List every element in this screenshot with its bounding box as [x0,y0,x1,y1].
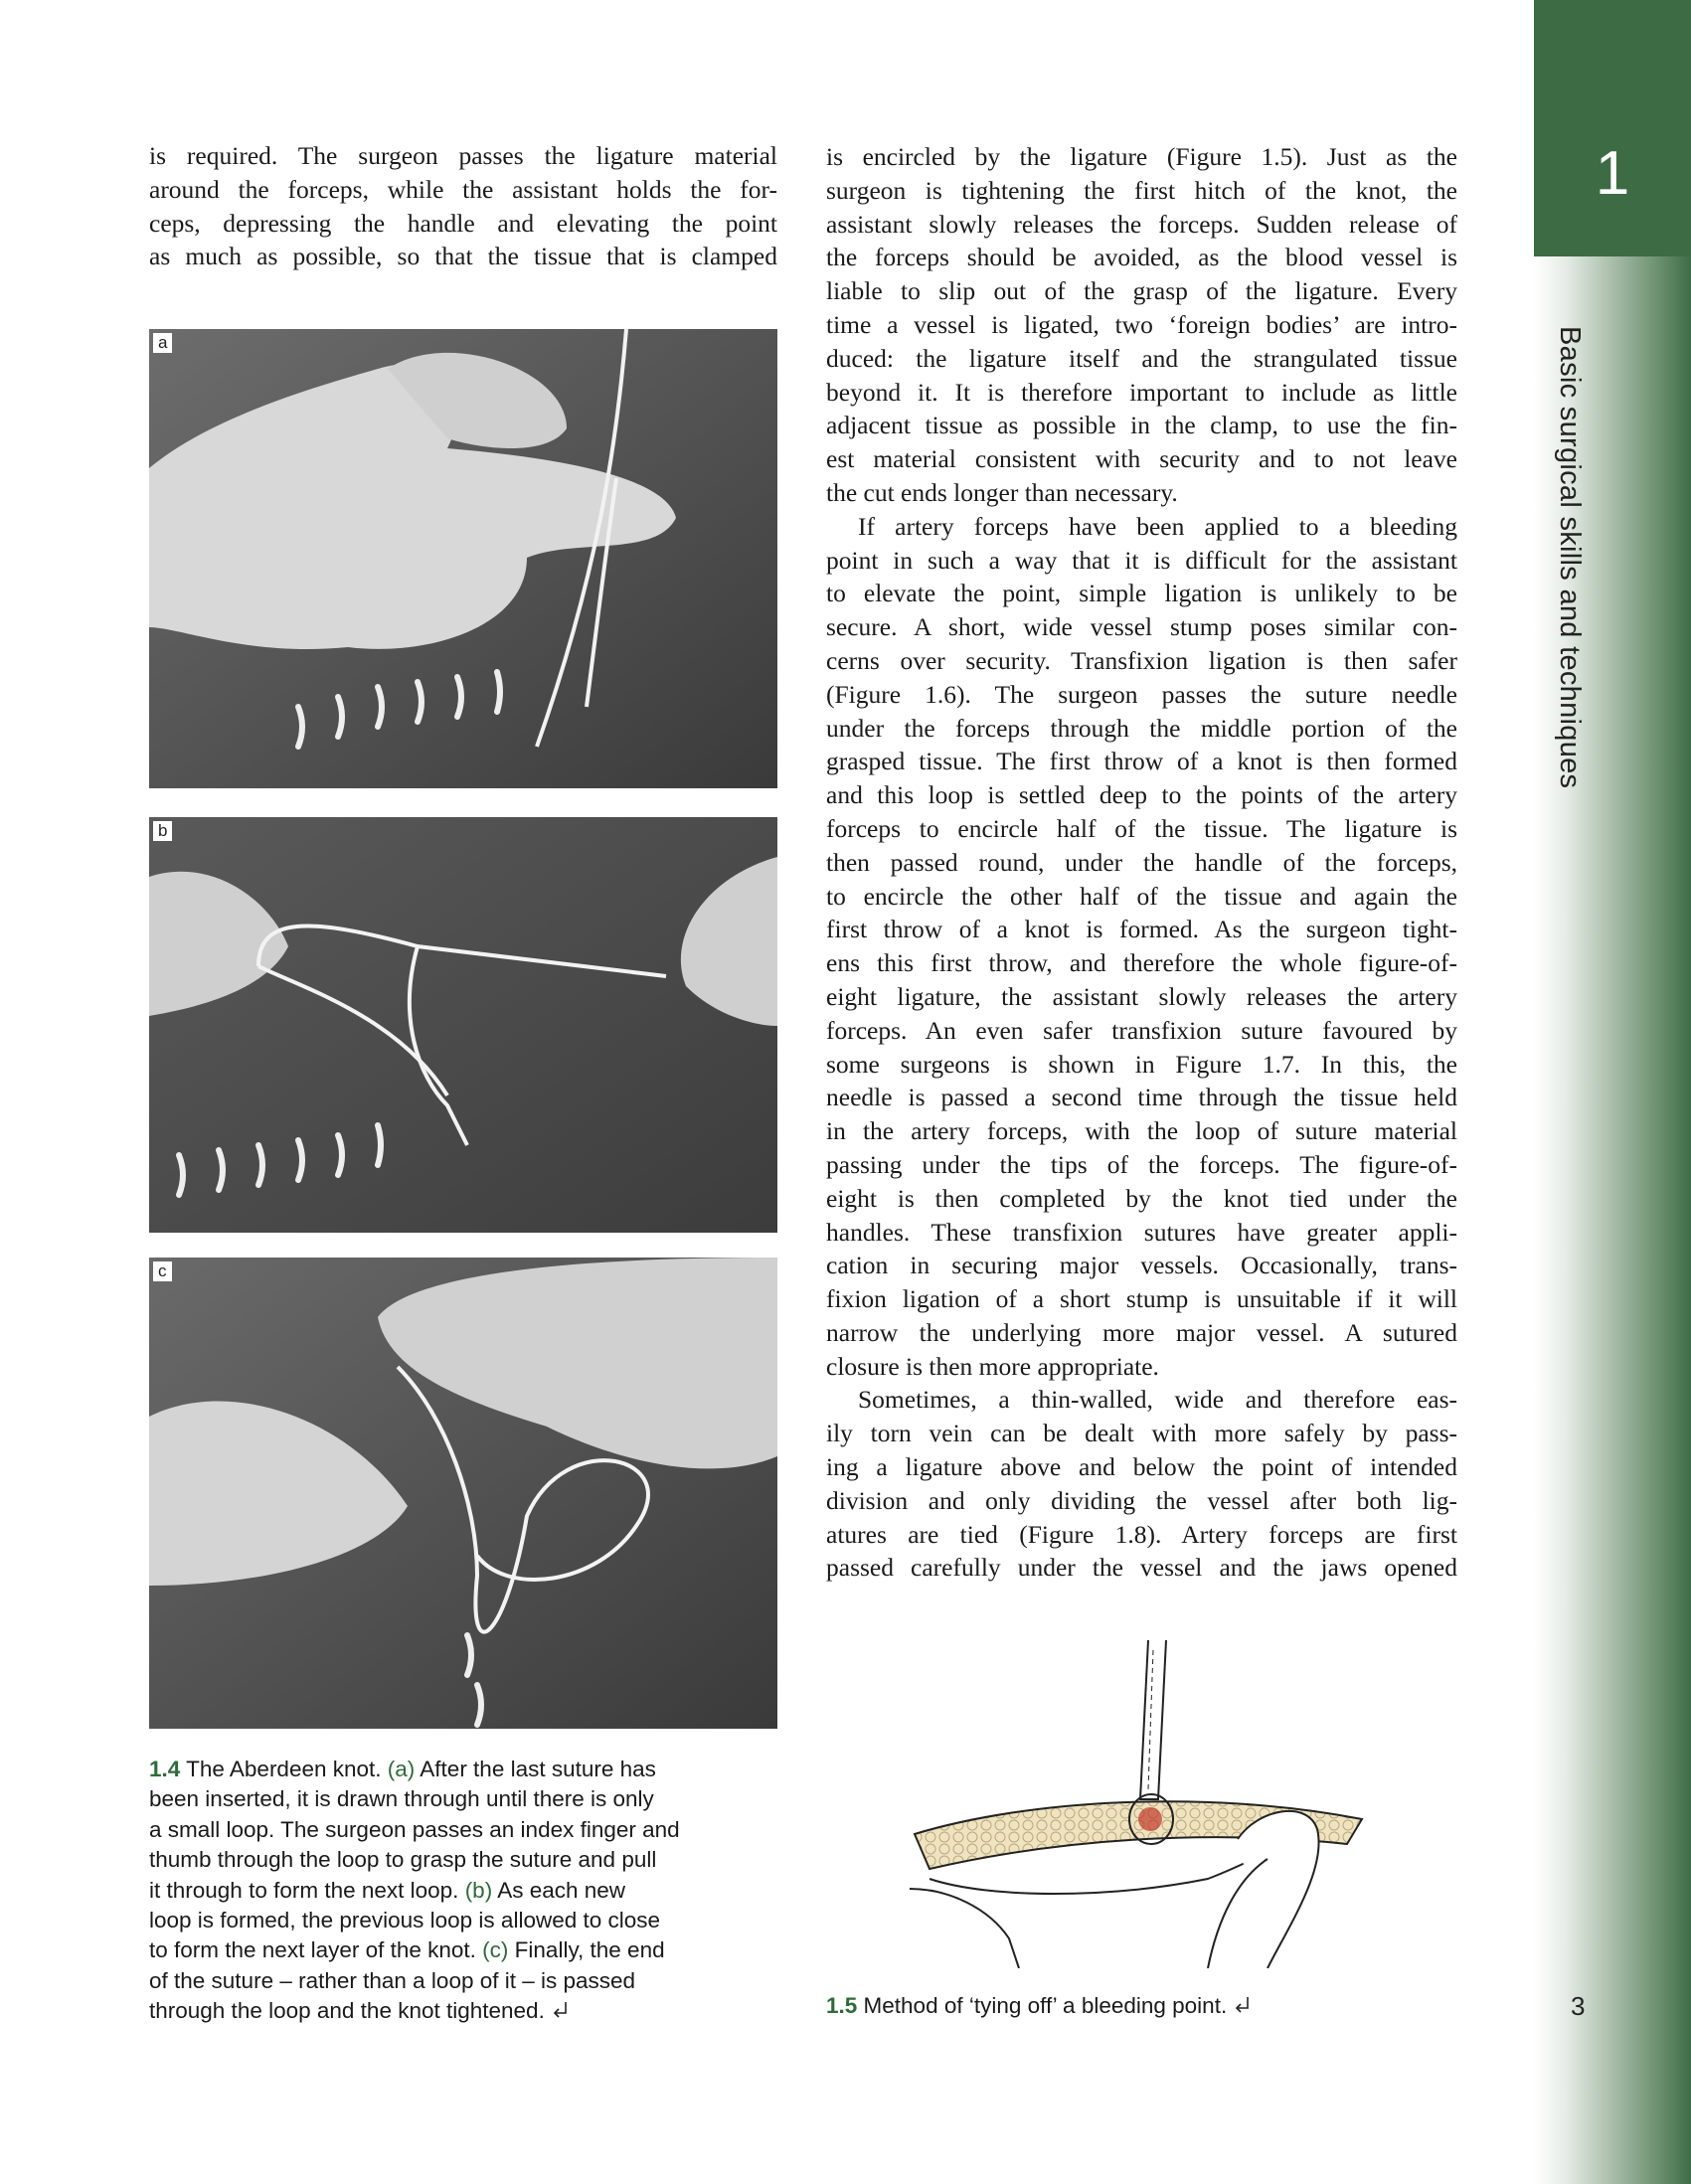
text-line: surgeon is tightening the first hitch of the knot, the [826,175,1457,205]
text-line: time a vessel is ligated, two ‘foreign bodies’ are intro- [826,309,1457,339]
text-line: cerns over security. Transfixion ligation is then safer [826,645,1457,675]
text-line: est material consistent with security and to not leave [826,444,1457,474]
text-line: liable to slip out of the grasp of the ligature. Every [826,276,1457,306]
caption-text: As each new [492,1877,626,1903]
chapter-tab [1534,0,1691,256]
text-line: ing a ligature above and below the point of intended [826,1452,1457,1482]
text-line: is required. The surgeon passes the ligature material [149,141,777,170]
text-line: eight is then completed by the knot tied under the [826,1183,1457,1213]
chapter-title: Basic surgical skills and techniques [1554,326,1586,789]
text-line: passing under the tips of the forceps. The figure-of- [826,1149,1457,1179]
figure-1-5-illustration [910,1640,1367,1968]
caption-line: thumb through the loop to grasp the suture and pull [149,1847,657,1873]
figure-1-4b-photo [149,817,777,1233]
panel-label-c: c [153,1261,172,1281]
text-line: first throw of a knot is formed. As the surgeon tight- [826,915,1457,944]
caption-text: Finally, the end [508,1937,665,1963]
text-line: in the artery forceps, with the loop of suture material [826,1116,1457,1146]
caption-line: loop is formed, the previous loop is allowed to close [149,1908,661,1933]
text-line: to elevate the point, simple ligation is unlikely to be [826,579,1457,608]
text-line: cation in securing major vessels. Occasionally, trans- [826,1251,1457,1280]
text-line: secure. A short, wide vessel stump poses similar con- [826,612,1457,642]
text-line: ceps, depressing the handle and elevating the point [149,208,777,238]
caption-text: it through to form the next loop. [149,1877,465,1903]
text-line: handles. These transfixion sutures have greater appli- [826,1217,1457,1247]
text-line: ens this first throw, and therefore the whole figure-of- [826,948,1457,978]
text-line: is encircled by the ligature (Figure 1.5). Just as the [826,142,1457,171]
page-number: 3 [1571,1991,1586,2021]
panel-ref-a: (a) [387,1757,416,1781]
text-line: around the forceps, while the assistant holds the for- [149,174,777,204]
text-line: division and only dividing the vessel after both lig- [826,1485,1457,1515]
text-line: to encircle the other half of the tissue and again the [826,881,1457,911]
caption-text: through the loop and the knot tightened. [149,1998,545,2024]
return-to-text-icon[interactable] [551,2000,571,2020]
text-line: some surgeons is shown in Figure 1.7. In this, the [826,1049,1457,1079]
figure-number: 1.5 [826,1993,858,2018]
caption-text: The Aberdeen knot. [180,1757,388,1781]
text-line: If artery forceps have been applied to a bleeding [858,511,1457,541]
text-line: under the forceps through the middle portion of the [826,713,1457,743]
text-line: the cut ends longer than necessary. [826,477,1178,507]
text-line: passed carefully under the vessel and the jaws opened [826,1553,1457,1583]
figure-1-5-caption [826,1991,1462,2021]
text-line: and this loop is settled deep to the points of the artery [826,780,1457,810]
chapter-number: 1 [1595,139,1630,208]
caption-line: been inserted, it is drawn through until there is only [149,1786,654,1812]
figure-1-4-caption [149,1755,777,2027]
caption-line: of the suture – rather than a loop of it – is passed [149,1967,636,1993]
text-line: then passed round, under the handle of the forceps, [826,847,1457,877]
caption-text: Method of ‘tying off’ a bleeding point. [857,1993,1228,2018]
text-line: atures are tied (Figure 1.8). Artery forceps are first [826,1519,1457,1549]
text-line: fixion ligation of a short stump is unsuitable if it will [826,1284,1457,1314]
text-line: Sometimes, a thin-walled, wide and therefore eas- [858,1385,1457,1415]
text-line: ily torn vein can be dealt with more safely by pass- [826,1419,1457,1448]
text-line: as much as possible, so that the tissue that is clamped [149,242,777,271]
panel-label-b: b [153,821,172,841]
text-line: adjacent tissue as possible in the clamp, to use the fin- [826,411,1457,440]
left-column-text [149,139,777,273]
text-line: closure is then more appropriate. [826,1351,1159,1381]
figure-1-4a-photo [149,329,777,788]
text-line: narrow the underlying more major vessel. A sutured [826,1317,1457,1347]
caption-line: a small loop. The surgeon passes an index finger and [149,1816,680,1842]
text-line: forceps. An even safer transfixion suture favoured by [826,1015,1457,1045]
text-line: forceps to encircle half of the tissue. The ligature is [826,813,1457,843]
figure-1-4c-photo [149,1258,777,1729]
text-line: (Figure 1.6). The surgeon passes the suture needle [826,679,1457,709]
text-line: assistant slowly releases the forceps. Sudden release of [826,209,1457,239]
text-line: needle is passed a second time through the tissue held [826,1083,1457,1112]
right-column-text [826,140,1457,1585]
panel-ref-b: (b) [464,1877,493,1903]
panel-ref-c: (c) [482,1937,509,1963]
text-line: eight ligature, the assistant slowly releases the artery [826,981,1457,1011]
text-line: the forceps should be avoided, as the blood vessel is [826,243,1457,272]
panel-label-a: a [153,333,172,353]
text-line: duced: the ligature itself and the strangulated tissue [826,343,1457,373]
caption-text: to form the next layer of the knot. [149,1937,483,1963]
figure-number: 1.4 [149,1757,181,1781]
caption-text: After the last suture has [415,1757,656,1781]
text-line: beyond it. It is therefore important to include as little [826,377,1457,407]
text-line: point in such a way that it is difficult for the assistant [826,545,1457,575]
return-to-text-icon[interactable] [1233,1995,1253,2015]
text-line: grasped tissue. The first throw of a knot is then formed [826,747,1457,776]
